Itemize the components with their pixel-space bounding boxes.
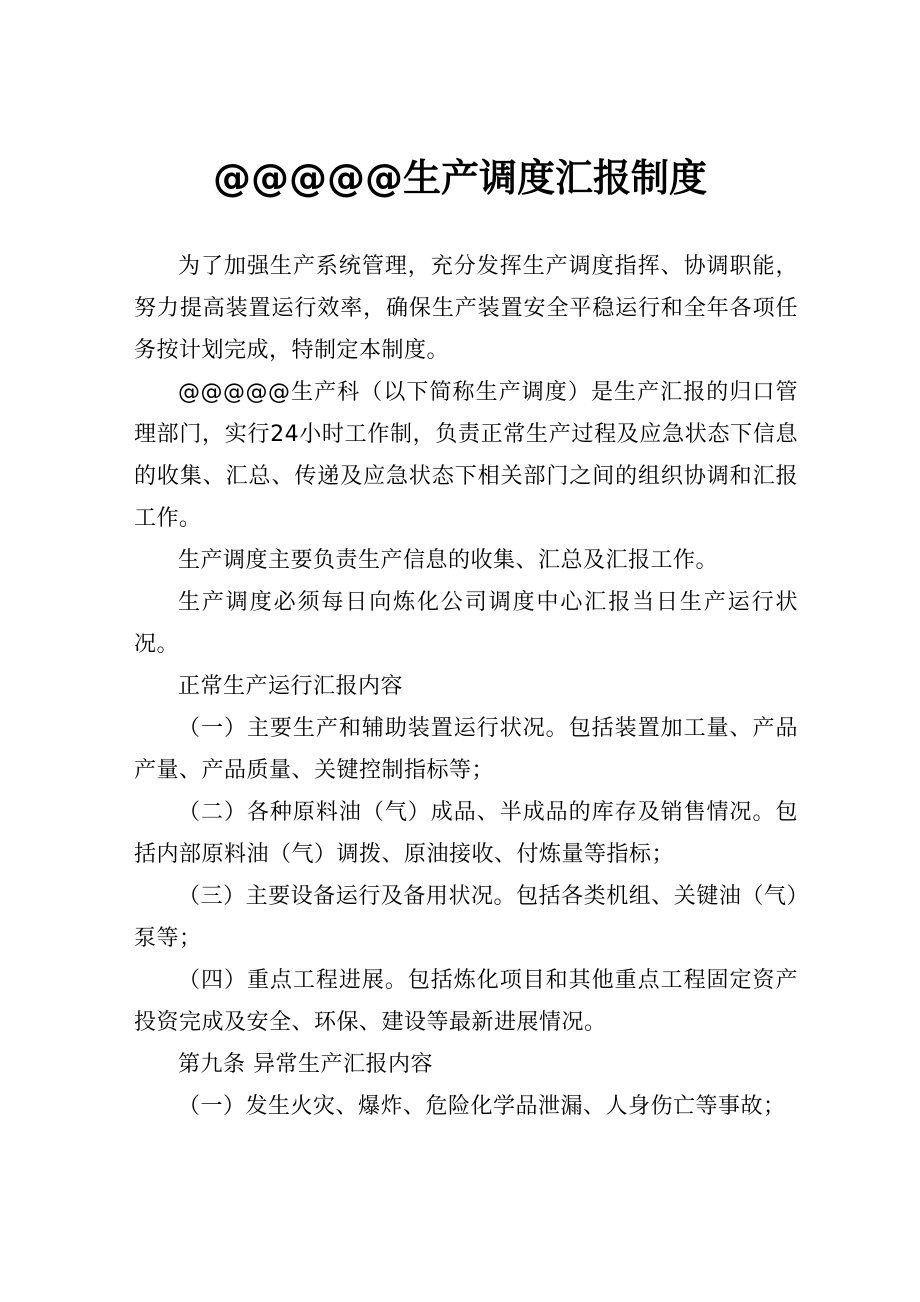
paragraph-item-4: （四）重点工程进展。包括炼化项目和其他重点工程固定资产投资完成及安全、环保、建设等最新进展情况。 (134, 968, 798, 1035)
paragraph-item-2: （二）各种原料油（气）成品、半成品的库存及销售情况。包括内部原料油（气）调拨、原油接收、付炼量等指标； (134, 800, 798, 867)
document-title: @@@@@生产调度汇报制度 (212, 156, 707, 200)
paragraph-daily-report: 生产调度必须每日向炼化公司调度中心汇报当日生产运行状况。 (134, 590, 798, 657)
paragraph-item-1: （一）主要生产和辅助装置运行状况。包括装置加工量、产品产量、产品质量、关键控制指标等； (134, 716, 798, 783)
paragraph-responsibility: 生产调度主要负责生产信息的收集、汇总及汇报工作。 (178, 548, 719, 573)
paragraph-department: @@@@@生产科（以下简称生产调度）是生产汇报的归口管理部门，实行24小时工作制，负责正常生产过程及应急状态下信息的收集、汇总、传递及应急状态下相关部门之间的组织协调和汇报工作。 (134, 380, 798, 531)
paragraph-article-9-heading: 第九条 异常生产汇报内容 (178, 1052, 433, 1077)
document-body (134, 246, 798, 1128)
paragraph-intro: 为了加强生产系统管理，充分发挥生产调度指挥、协调职能，努力提高装置运行效率，确保生产装置安全平稳运行和全年各项任务按计划完成，特制定本制度。 (134, 254, 798, 363)
paragraph-normal-heading: 正常生产运行汇报内容 (178, 674, 404, 699)
paragraph-abnormal-item-1: （一）发生火灾、爆炸、危险化学品泄漏、人身伤亡等事故； (178, 1094, 786, 1119)
paragraph-item-3: （三）主要设备运行及备用状况。包括各类机组、关键油（气）泵等； (134, 884, 798, 951)
